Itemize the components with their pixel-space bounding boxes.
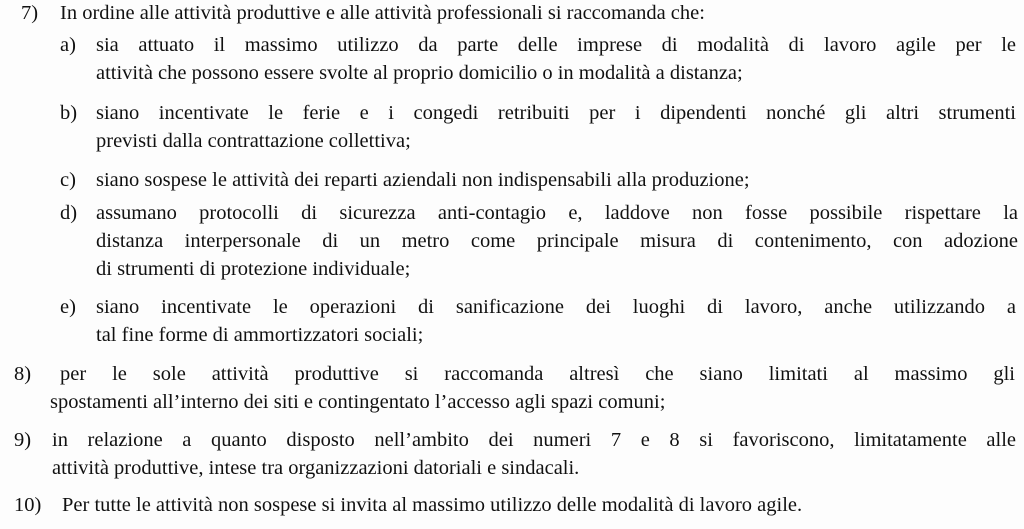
item-10-line-1: Per tutte le attività non sospese si invita al massimo utilizzo delle modalità di lavoro agile.: [62, 494, 803, 516]
item-e-line-1: siano incentivate le operazioni di sanificazione dei luoghi di lavoro, anche utilizzando a: [96, 296, 1016, 318]
item-b-line-2: previsti dalla contrattazione collettiva;: [96, 130, 411, 152]
item-letter-d: d): [60, 202, 78, 224]
item-9-line-2: attività produttive, intese tra organizzazioni datoriali e sindacali.: [52, 457, 580, 479]
item-7-line-1: In ordine alle attività produttive e alle attività professionali si raccomanda che:: [60, 2, 705, 24]
item-c-line-1: siano sospese le attività dei reparti aziendali non indispensabili alla produzione;: [96, 169, 750, 191]
item-letter-b: b): [60, 102, 78, 124]
item-d-line-3: di strumenti di protezione individuale;: [96, 258, 411, 280]
item-8-line-2: spostamenti all’interno dei siti e contingentato l’accesso agli spazi comuni;: [50, 391, 666, 413]
item-d-line-2: distanza interpersonale di un metro come principale misura di contenimento, con adozione: [96, 230, 1018, 252]
item-e-line-2: tal fine forme di ammortizzatori sociali;: [96, 324, 424, 346]
item-number-10: 10): [14, 494, 42, 516]
item-number-8: 8): [14, 363, 32, 385]
item-number-7: 7): [21, 2, 39, 24]
item-a-line-2: attività che possono essere svolte al proprio domicilio o in modalità a distanza;: [96, 62, 743, 84]
item-letter-a: a): [60, 34, 76, 56]
item-letter-c: c): [60, 169, 76, 191]
item-d-line-1: assumano protocolli di sicurezza anti-contagio e, laddove non fosse possibile rispettare la: [96, 202, 1018, 224]
item-9-line-1: in relazione a quanto disposto nell’ambito dei numeri 7 e 8 si favoriscono, limitatamente alle: [52, 429, 1016, 451]
item-a-line-1: sia attuato il massimo utilizzo da parte delle imprese di modalità di lavoro agile per le: [96, 34, 1016, 56]
item-number-9: 9): [14, 429, 32, 451]
item-b-line-1: siano incentivate le ferie e i congedi retribuiti per i dipendenti nonché gli altri strumenti: [96, 102, 1016, 124]
item-letter-e: e): [60, 296, 76, 318]
item-8-line-1: per le sole attività produttive si raccomanda altresì che siano limitati al massimo gli: [60, 363, 1015, 385]
